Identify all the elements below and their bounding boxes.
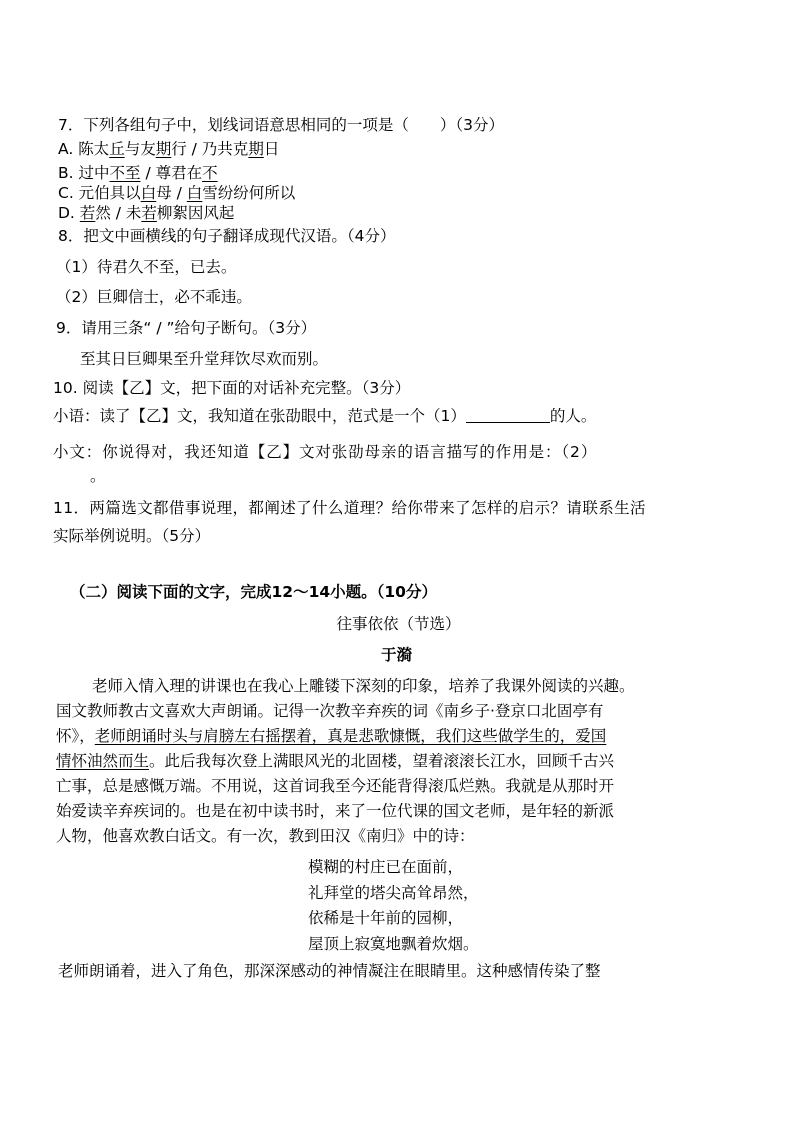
passage-line-1: 老师入情入理的讲课也在我心上雕镂下深刻的印象，培养了我课外阅读的兴趣。 [92,677,635,695]
poem-line-1: 模糊的村庄已在面前， [308,858,464,876]
passage-author: 于漪 [380,646,412,664]
q8-stem: 8．把文中画横线的句子翻译成现代汉语。（4分） [58,227,396,245]
answer-blank-1 [466,406,550,423]
q8-sentence-1: （1）待君久不至，已去。 [56,258,237,276]
q7-option-b: B. 过中不至 / 尊君在不 [58,164,218,182]
passage-line-6: 始爱读辛弃疾词的。也是在初中读书时，来了一位代课的国文老师，是年轻的新派 [56,802,615,820]
q10-dialog-end: 。 [90,467,106,485]
q10-stem: 10. 阅读【乙】文，把下面的对话补充完整。（3分） [53,379,411,397]
passage-line-7: 人物，他喜欢教白话文。有一次，教到田汉《南归》中的诗： [56,827,475,845]
passage-line-3: 怀》，老师朗诵时头与肩膀左右摇摆着，真是悲歌慷慨，我们这些做学生的，爱国 [56,727,607,745]
passage-line-5: 亡事，总是感慨万端。不用说，这首词我至今还能背得滚瓜烂熟。我就是从那时开 [56,777,615,795]
passage-line-2: 国文教师教古文喜欢大声朗诵。记得一次教辛弃疾的词《南乡子·登京口北固亭有 [56,702,604,720]
passage-title: 往事依依（节选） [336,615,461,633]
poem-line-3: 依稀是十年前的园柳， [308,909,464,927]
section-2-heading: （二）阅读下面的文字，完成12～14小题。（10分） [70,583,437,601]
q9-stem: 9．请用三条“ / ”给句子断句。（3分） [56,319,317,337]
q7-stem: 7．下列各组句子中，划线词语意思相同的一项是（ ）（3分） [58,116,504,134]
q11-line-1: 11．两篇选文都借事说理，都阐述了什么道理？给你带来了怎样的启示？请联系生活 [53,499,646,517]
q10-dialog-line-2: 小文：你说得对，我还知道【乙】文对张劭母亲的语言描写的作用是：（2） [53,443,598,461]
q8-sentence-2: （2）巨卿信士，必不乖违。 [56,288,252,306]
passage-line-4: 情怀油然而生。此后我每次登上满眼风光的北固楼，望着滚滚长江水，回顾千古兴 [56,752,615,770]
poem-line-4: 屋顶上寂寞地飘着炊烟。 [308,935,479,953]
q7-option-c: C. 元伯具以白母 / 白雪纷纷何所以 [58,184,296,202]
q10-dialog-line-1: 小语：读了【乙】文，我知道在张劭眼中，范式是一个（1） 的人。 [53,407,597,425]
q9-sentence: 至其日巨卿果至升堂拜饮尽欢而别。 [80,350,329,368]
passage-line-8: 老师朗诵着，进入了角色，那深深感动的神情凝注在眼睛里。这种感情传染了整 [58,962,601,980]
q11-line-2: 实际举例说明。（5分） [53,527,211,545]
q7-option-d: D. 若然 / 未若柳絮因风起 [58,204,235,222]
poem-line-2: 礼拜堂的塔尖高耸昂然， [308,884,479,902]
q7-option-a: A. 陈太丘与友期行 / 乃共克期日 [58,140,280,158]
